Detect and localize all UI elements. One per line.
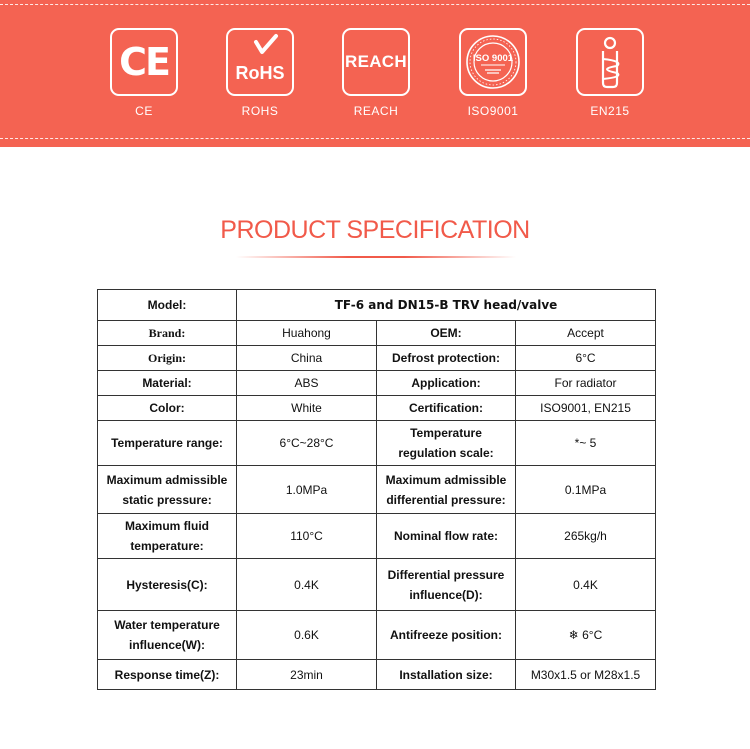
spec-value: TF-6 and DN15-B TRV head/valve <box>237 290 656 321</box>
spec-label: Nominal flow rate: <box>377 514 516 559</box>
spec-value: ❄ 6°C <box>516 611 656 660</box>
spec-value: 0.1MPa <box>516 466 656 514</box>
table-row <box>98 421 656 466</box>
spec-value: M30x1.5 or M28x1.5 <box>516 660 656 690</box>
spec-label: Material: <box>98 371 237 396</box>
banner-dashed-line-top <box>0 4 750 5</box>
spec-label: Model: <box>98 290 237 321</box>
banner-dashed-line-bottom <box>0 138 750 139</box>
spec-table <box>97 289 656 690</box>
spec-label: Application: <box>377 371 516 396</box>
spec-label: Response time(Z): <box>98 660 237 690</box>
svg-text:RoHS: RoHS <box>235 63 285 83</box>
table-row <box>98 290 656 321</box>
svg-text:ISO 9001: ISO 9001 <box>472 53 514 64</box>
reach-icon: REACH <box>342 28 410 96</box>
spec-label: Water temperature influence(W): <box>98 611 237 660</box>
table-row <box>98 371 656 396</box>
badge-en215 <box>575 28 645 118</box>
table-row <box>98 466 656 514</box>
spec-value: ABS <box>237 371 377 396</box>
table-row <box>98 611 656 660</box>
en215-icon <box>576 28 644 96</box>
spec-value: 6°C <box>516 346 656 371</box>
table-row <box>98 396 656 421</box>
spec-label: Certification: <box>377 396 516 421</box>
page-title: PRODUCT SPECIFICATION <box>220 216 530 244</box>
badge-caption-rohs: ROHS <box>241 104 279 118</box>
spec-label: Brand: <box>98 321 237 346</box>
spec-value: 0.4K <box>237 559 377 611</box>
spec-label: Temperature range: <box>98 421 237 466</box>
spec-value: *~ 5 <box>516 421 656 466</box>
spec-label: Maximum fluid temperature: <box>98 514 237 559</box>
iso9001-icon <box>459 28 527 96</box>
spec-label: Differential pressure influence(D): <box>377 559 516 611</box>
spec-value: ISO9001, EN215 <box>516 396 656 421</box>
badge-rohs <box>225 28 295 118</box>
ce-icon: CE <box>110 28 178 96</box>
spec-label: OEM: <box>377 321 516 346</box>
spec-value: 110°C <box>237 514 377 559</box>
spec-label: Color: <box>98 396 237 421</box>
rohs-icon <box>226 28 294 96</box>
table-row <box>98 559 656 611</box>
spec-value: Huahong <box>237 321 377 346</box>
spec-label: Temperature regulation scale: <box>377 421 516 466</box>
spec-value: Accept <box>516 321 656 346</box>
spec-value: 0.6K <box>237 611 377 660</box>
table-row <box>98 346 656 371</box>
spec-label: Maximum admissible static pressure: <box>98 466 237 514</box>
title-underline <box>236 256 516 258</box>
badge-reach <box>341 28 411 118</box>
spec-value: White <box>237 396 377 421</box>
spec-label: Antifreeze position: <box>377 611 516 660</box>
certification-banner <box>0 0 750 147</box>
badge-ce <box>109 28 179 118</box>
badge-caption-ce: CE <box>135 104 153 118</box>
spec-value: 1.0MPa <box>237 466 377 514</box>
spec-value: 265kg/h <box>516 514 656 559</box>
spec-value: 6°C~28°C <box>237 421 377 466</box>
badge-iso9001 <box>458 28 528 118</box>
spec-label: Defrost protection: <box>377 346 516 371</box>
spec-label: Maximum admissible differential pressure: <box>377 466 516 514</box>
spec-label: Origin: <box>98 346 237 371</box>
badge-caption-iso9001: ISO9001 <box>467 104 519 118</box>
spec-value: China <box>237 346 377 371</box>
table-row <box>98 514 656 559</box>
table-row <box>98 321 656 346</box>
spec-value: 0.4K <box>516 559 656 611</box>
table-row <box>98 660 656 690</box>
spec-value: For radiator <box>516 371 656 396</box>
badge-caption-en215: EN215 <box>590 104 630 118</box>
spec-value: 23min <box>237 660 377 690</box>
spec-label: Hysteresis(C): <box>98 559 237 611</box>
badge-caption-reach: REACH <box>353 104 399 118</box>
spec-label: Installation size: <box>377 660 516 690</box>
